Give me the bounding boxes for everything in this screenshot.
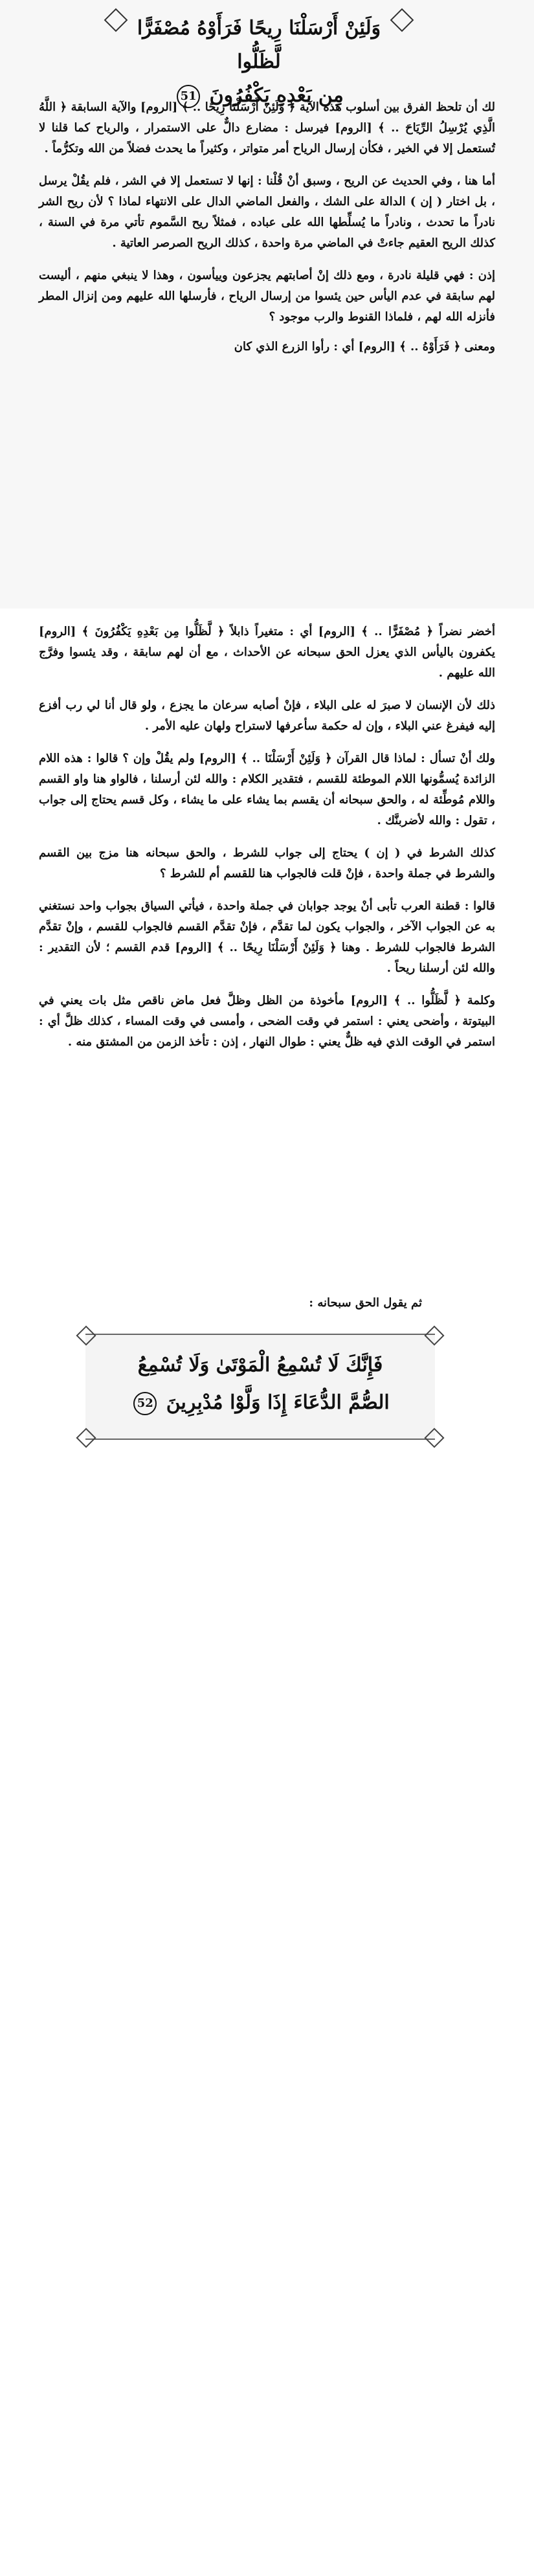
closing-intro: ثم يقول الحق سبحانه : <box>309 1296 422 1310</box>
section-2-text <box>39 622 495 1053</box>
paragraph: كذلك الشرط في ( إن ) يحتاج إلى جواب للشرط ، والحق سبحانه هنا مزج بين القسم والشرط في جملة واحدة ، فإنْ قلت فالجواب هنا للقسم أم للشرط ؟ <box>39 846 495 880</box>
ornament-icon <box>76 1325 96 1345</box>
verse-number: 51 <box>177 85 200 108</box>
paragraph: قالوا : قطنة العرب تأبى أنْ يوجد جوابان في جملة واحدة ، فيأتي السياق بجواب واحد نستغني به عن الجواب الآخر ، والجواب يكون لما تقدَّم ، فإنْ تقدَّم القسم فالجواب للقسم ، وإنْ تقدَّم الشرط فالجواب للشرط . وهنا ﴿ وَلَئِنْ أَرْسَلْنَا رِيحًا .. ﴾ [الروم] قدم القسم ؛ لأن التقدير : والله لئن أرسلنا ريحاً . <box>39 899 495 975</box>
paragraph: ولك أنْ تسأل : لماذا قال القرآن ﴿ وَلَئِنْ أَرْسَلْنَا .. ﴾ [الروم] ولم يقُلْ وإن ؟ قالوا : هذه اللام الزائدة يُسمُّونها اللام الموطئة للقسم ، فتقدير الكلام : والله لئن أرسلنا ، فالواو هنا واو القسم واللام مُوطِّئة له ، والحق سبحانه أن يقسم بما يشاء على ما يشاء ، وكل قسم يحتاج إلى جواب ، تقول : والله لأضربنَّك . <box>39 752 495 827</box>
ornament-icon <box>424 1428 444 1448</box>
page-top <box>0 0 534 609</box>
paragraph: ومعنى ﴿ فَرَأَوْهُ .. ﴾ [الروم] أي : رأوا الزرع الذي كان <box>234 340 495 353</box>
closing-verse-line-1: فَإِنَّكَ لَا تُسْمِعُ الْمَوْتَىٰ وَلَا تُسْمِعُ <box>137 1354 383 1376</box>
paragraph: ذلك لأن الإنسان لا صبرَ له على البلاء ، فإنْ أصابه سرعان ما يجزع ، ولو قال أنا لي رب أفزع إليه فيفرغ عني البلاء ، وإن له حكمة سأعرفها لاستراح ولهان عليه الأمر . <box>39 699 495 733</box>
closing-verse-frame <box>85 1296 435 1440</box>
verse-line-2: مِن بَعْدِهِ يَكْفُرُونَ <box>209 84 344 107</box>
verse-header <box>123 12 395 107</box>
verse-line-1: وَلَئِنْ أَرْسَلْنَا رِيحًا فَرَأَوْهُ مُصْفَرًّا لَّظَلُّوا <box>137 17 381 73</box>
section-1-text <box>39 97 495 357</box>
paragraph: لك أن تلحظ الفرق بين أسلوب هذه الآية ﴿ وَلَئِنْ أَرْسَلْنَا رِيحًا .. ﴾ [الروم] والآية السابقة ﴿ اللَّهُ الَّذِي يُرْسِلُ الرِّيَاحَ .. ﴾ [الروم] فيرسل : مضارع دالٌّ على الاستمرار ، والرياح كما قلنا لا تُستعمل إلا في الخير ، فكأن إرسال الرياح أمر متواتر ، وكثيراً ما يحدث فضلاً من الله وتكرُّماً . <box>39 100 495 155</box>
paragraph: وكلمة ﴿ لَّظَلُّوا .. ﴾ [الروم] مأخوذة من الظل وظلَّ فعل ماض ناقص مثل بات يعني في البيتوتة ، وأضحى يعني : استمر في وقت الضحى ، وأمسى في وقت المساء ، كذلك ظلَّ أي : استمر في الوقت الذي فيه ظلٌّ يعني : طوال النهار ، إذن : تأخذ الزمن من المشتق منه . <box>39 994 495 1049</box>
ornament-icon <box>424 1325 444 1345</box>
closing-verse-line-2: الصُّمَّ الدُّعَاءَ إِذَا وَلَّوْا مُدْبِرِينَ <box>166 1391 390 1414</box>
verse-number: 52 <box>133 1392 157 1415</box>
page-bottom <box>0 609 534 1942</box>
paragraph: إذن : فهي قليلة نادرة ، ومع ذلك إنْ أصابتهم يجزعون وييأسون ، وهذا لا ينبغي منهم ، أليست لهم سابقة في عدم اليأس حين يئسوا من إرسال الرياح ، فأرسلها الله عليهم ومن إنزال المطر فأنزله الله لهم ، فلماذا القنوط والرب موجود ؟ <box>39 269 495 324</box>
paragraph: أخضر نضراً ﴿ مُصْفَرًّا .. ﴾ [الروم] أي : متغيراً ذابلاً ﴿ لَّظَلُّوا مِن بَعْدِهِ يَكْفُرُونَ ﴾ [الروم] يكفرون باليأس الذي يعزل الحق سبحانه عن الأحداث ، مع أن لهم سابقة ، وقد يئسوا وفرَّج الله عليهم . <box>39 625 495 680</box>
paragraph: أما هنا ، وفي الحديث عن الريح ، وسبق أنْ قُلْنا : إنها لا تستعمل إلا في الشر ، فلم يقُلْ يرسل ، بل اختار ( إن ) الدالة على الشك ، والفعل الماضي الدال على الانتهاء لماذا ؟ لأن ريح الشر نادراً ما تحدث ، ونادراً ما يُسلِّطها الله على عباده ، فمثلاً ريح السَّموم تأتي مرة في السنة ، كذلك الريح العقيم جاءتْ في الماضي مرة واحدة ، كذلك الريح الصرصر العاتية . <box>39 174 495 250</box>
ornament-icon <box>76 1428 96 1448</box>
closing-verse <box>111 1347 409 1422</box>
